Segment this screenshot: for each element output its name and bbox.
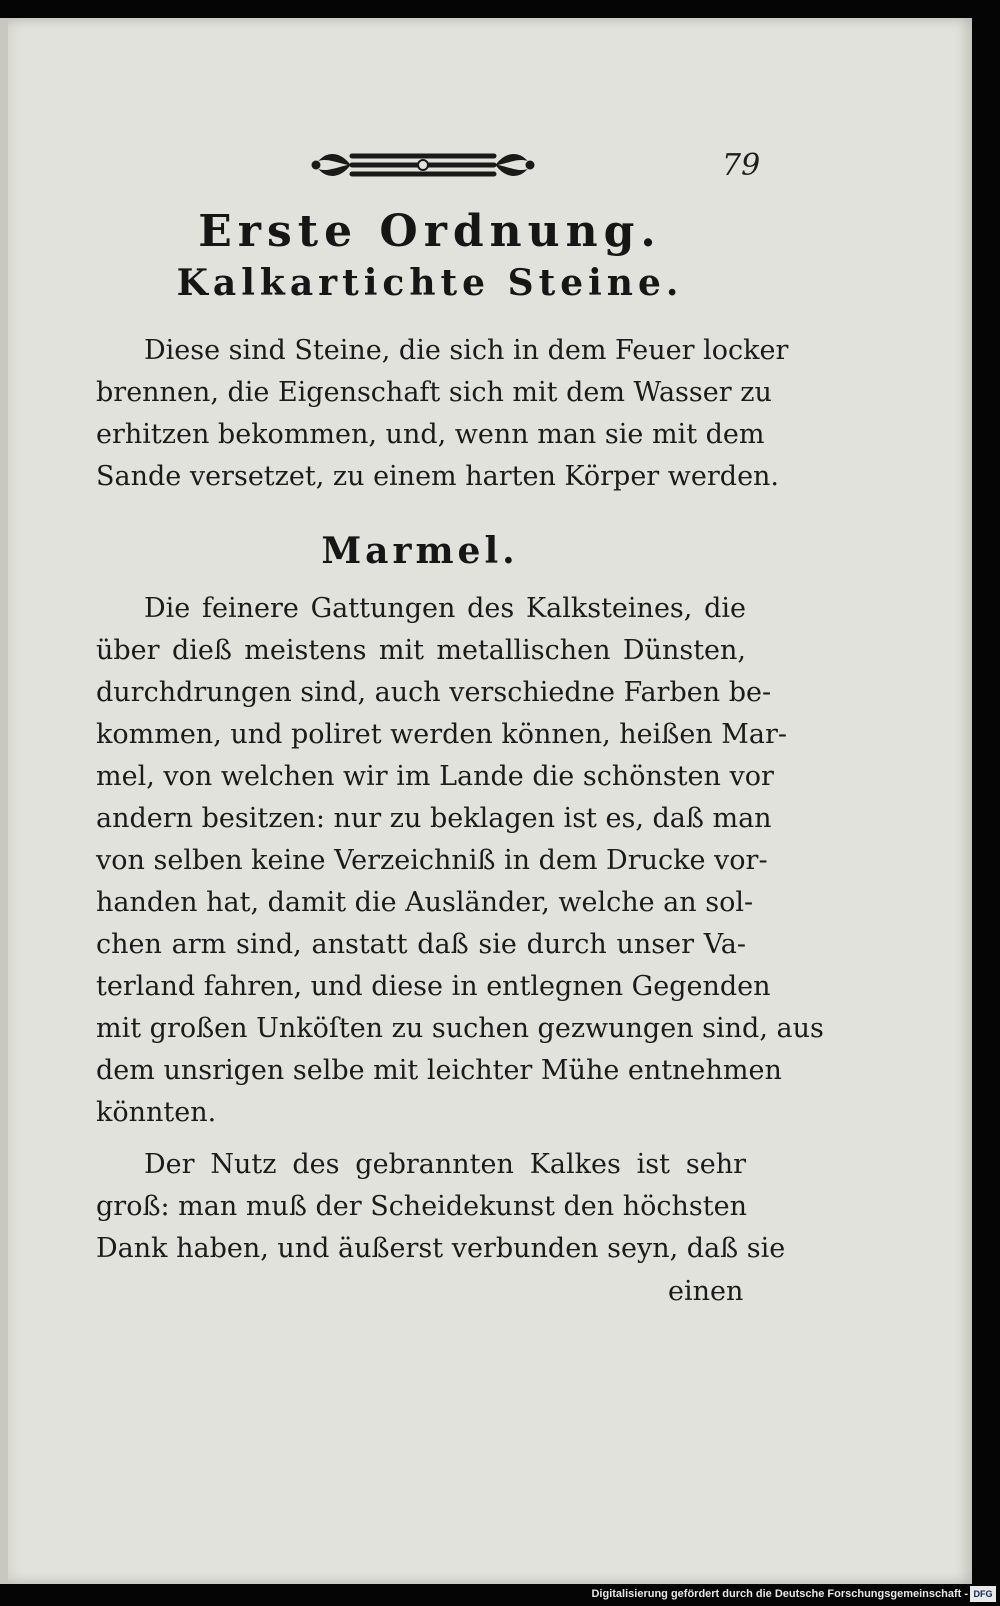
chapter-subtitle: Kalkartichte Steine. <box>176 262 684 304</box>
lime-paragraph <box>96 1144 786 1270</box>
text-line: Der Nutz des gebrannten Kalkes ist sehr <box>144 1149 746 1180</box>
text-line: mel, von welchen wir im Lande die schönsten vor <box>96 761 774 792</box>
text-line: Die feinere Gattungen des Kalksteines, die <box>144 593 746 624</box>
page-header <box>0 148 972 188</box>
printers-ornament-icon <box>310 148 536 182</box>
chapter-title: Erste Ordnung. <box>198 206 662 257</box>
text-line: kommen, und poliret werden können, heißen Mar- <box>96 719 788 750</box>
text-line: Sande versetzet, zu einem harten Körper werden. <box>96 461 780 492</box>
dfg-logo-icon: DFG <box>970 1586 996 1602</box>
marble-paragraph <box>96 588 824 1134</box>
catchword: einen <box>668 1276 744 1307</box>
text-line: dem unsrigen selbe mit leichter Mühe entnehmen <box>96 1055 782 1086</box>
text-line: Diese sind Steine, die sich in dem Feuer locker <box>144 335 789 366</box>
text-line: könnten. <box>96 1097 217 1128</box>
text-line: chen arm sind, anstatt daß sie durch unser Va- <box>96 929 746 960</box>
text-line: handen hat, damit die Ausländer, welche an sol- <box>96 887 754 918</box>
intro-paragraph <box>96 330 789 498</box>
text-line: Dank haben, und äußerst verbunden seyn, daß sie <box>96 1233 786 1264</box>
digitization-credit: Digitalisierung gefördert durch die Deutsche Forschungsgemeinschaft - <box>591 1588 968 1600</box>
text-line: erhitzen bekommen, und, wenn man sie mit dem <box>96 419 765 450</box>
text-line: terland fahren, und diese in entlegnen Gegenden <box>96 971 771 1002</box>
text-line: durchdrungen sind, auch verschiedne Farben be- <box>96 677 772 708</box>
text-line: über dieß meistens mit metallischen Dünsten, <box>96 635 746 666</box>
text-line: mit großen Unköſten zu suchen gezwungen sind, aus <box>96 1013 824 1044</box>
text-line: brennen, die Eigenschaft sich mit dem Wasser zu <box>96 377 772 408</box>
page-number: 79 <box>722 148 761 183</box>
section-heading: Marmel. <box>321 530 519 572</box>
text-line: von selben keine Verzeichniß in dem Drucke vor- <box>96 845 768 876</box>
text-line: andern besitzen: nur zu beklagen ist es, daß man <box>96 803 772 834</box>
text-line: groß: man muß der Scheidekunst den höchsten <box>96 1191 747 1222</box>
